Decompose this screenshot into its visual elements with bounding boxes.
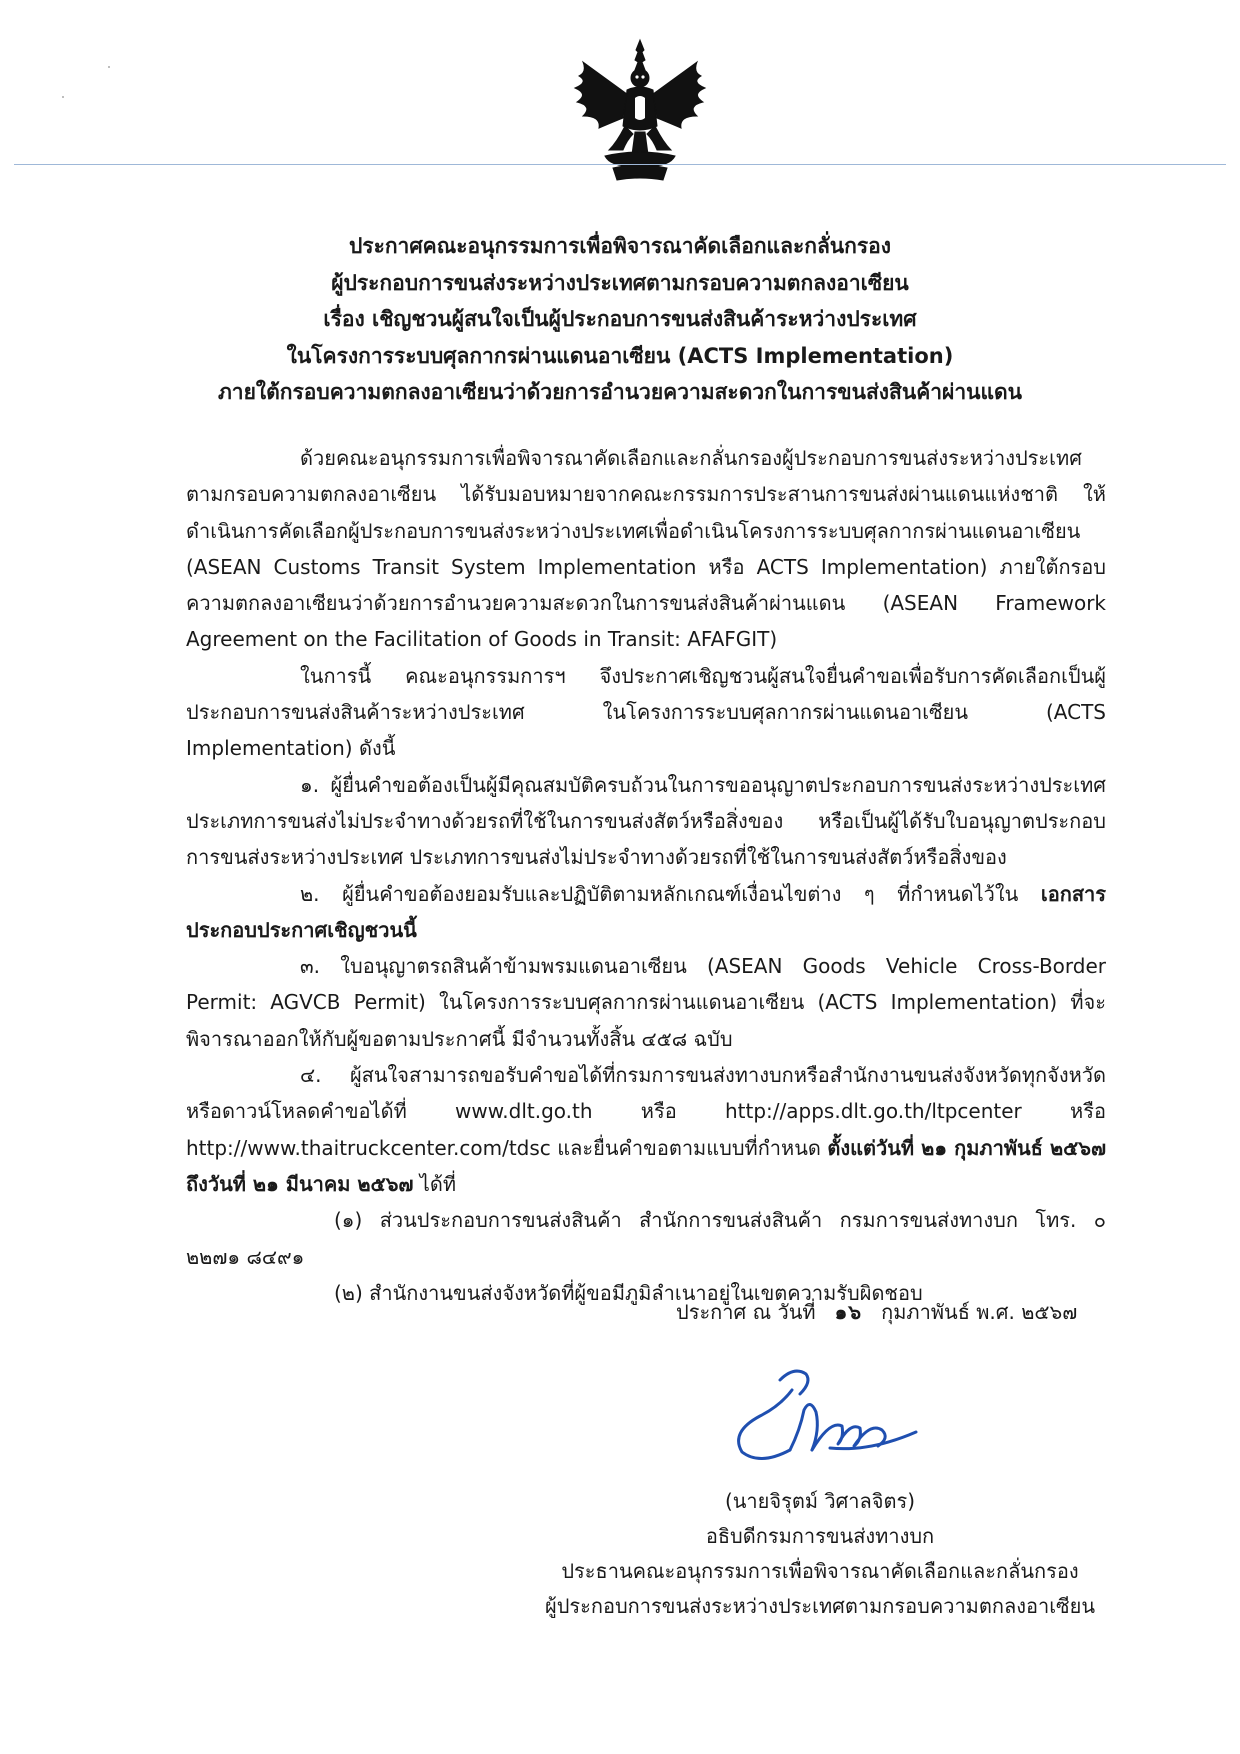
item-4-dates: ตั้งแต่วันที่ ๒๑ กุมภาพันธ์ ๒๕๖๗ ถึงวันที่ ๒๑ มีนาคม ๒๕๖๗ <box>186 1135 1107 1196</box>
paragraph-intro: ด้วยคณะอนุกรรมการเพื่อพิจารณาคัดเลือกและกลั่นกรองผู้ประกอบการขนส่งระหว่างประเทศตามกรอบความตกลงอาเซียน ได้รับมอบหมายจากคณะกรรมการประสานการขนส่งผ่านแดนแห่งชาติ ให้ดำเนินการคัดเลือกผู้ประกอบการขนส่งระหว่างประเทศเพื่อดำเนินโครงการระบบศุลกากรผ่านแดนอาเซียน (ASEAN Customs Transit System Implementation หรือ ACTS Implementation) ภายใต้กรอบความตกลงอาเซียนว่าด้วยการอำนวยความสะดวกในการขนส่งสินค้าผ่านแดน (ASEAN Framework Agreement on the Facilitation of Goods in Transit: AFAFGIT) <box>186 446 1106 652</box>
signatory-block <box>520 1484 1120 1624</box>
sub-item-1: (๑) ส่วนประกอบการขนส่งสินค้า สำนักการขนส่งสินค้า กรมการขนส่งทางบก โทร. ๐ ๒๒๗๑ ๘๔๙๑ <box>186 1208 1106 1269</box>
announcement-body <box>186 440 1106 1311</box>
sub-item-2: (๒) สำนักงานขนส่งจังหวัดที่ผู้ขอมีภูมิลำเนาอยู่ในเขตความรับผิดชอบ <box>334 1280 923 1305</box>
item-2 <box>186 876 1106 949</box>
garuda-emblem-icon <box>565 38 715 188</box>
title-line: ภายใต้กรอบความตกลงอาเซียนว่าด้วยการอำนวยความสะดวกในการขนส่งสินค้าผ่านแดน <box>217 380 1023 404</box>
paragraph-invitation: ในการนี้ คณะอนุกรรมการฯ จึงประกาศเชิญชวนผู้สนใจยื่นคำขอเพื่อรับการคัดเลือกเป็นผู้ประกอบการขนส่งสินค้าระหว่างประเทศ ในโครงการระบบศุลกากรผ่านแดนอาเซียน (ACTS Implementation) ดังนี้ <box>186 663 1106 761</box>
header-rule <box>14 164 1226 165</box>
scan-speck <box>108 66 110 68</box>
signatory-name: (นายจิรุตม์ วิศาลจิตร) <box>724 1489 916 1513</box>
title-line: ประกาศคณะอนุกรรมการเพื่อพิจารณาคัดเลือกและกลั่นกรอง <box>348 234 892 258</box>
handwritten-signature-icon <box>720 1360 920 1470</box>
scan-speck <box>62 96 64 98</box>
date-prefix: ประกาศ ณ วันที่ <box>676 1300 816 1324</box>
item-2-text: ๒. ผู้ยื่นคำขอต้องยอมรับและปฏิบัติตามหลักเกณฑ์เงื่อนไขต่าง ๆ ที่กำหนดไว้ใน <box>300 881 1019 906</box>
title-line: ผู้ประกอบการขนส่งระหว่างประเทศตามกรอบความตกลงอาเซียน <box>331 270 909 295</box>
date-day: ๑๖ <box>834 1300 863 1324</box>
item-4-text: ๔. ผู้สนใจสามารถขอรับคำขอได้ที่กรมการขนส่งทางบกหรือสำนักงานขนส่งจังหวัดทุกจังหวัดหรือดาวน์โหลดคำขอได้ที่ www.dlt.go.th หรือ http://apps.dlt.go.th/ltpcenter หรือ http://www.thaitruckcenter.com/tdsc และยื่นคำขอตามแบบที่กำหนด <box>186 1063 1106 1160</box>
title-line: ในโครงการระบบศุลกากรผ่านแดนอาเซียน (ACTS Implementation) <box>286 343 954 368</box>
item-1: ๑. ผู้ยื่นคำขอต้องเป็นผู้มีคุณสมบัติครบถ้วนในการขออนุญาตประกอบการขนส่งระหว่างประเทศ ประเภทการขนส่งไม่ประจำทางด้วยรถที่ใช้ในการขนส่งสัตว์หรือสิ่งของ หรือเป็นผู้ได้รับใบอนุญาตประกอบการขนส่งระหว่างประเทศ ประเภทการขนส่งไม่ประจำทางด้วยรถที่ใช้ในการขนส่งสัตว์หรือสิ่งของ <box>186 772 1106 870</box>
item-4-tail: ได้ที่ <box>419 1171 457 1196</box>
announcement-title <box>100 228 1140 411</box>
announcement-date <box>676 1296 1077 1328</box>
title-line: เรื่อง เชิญชวนผู้สนใจเป็นผู้ประกอบการขนส่งสินค้าระหว่างประเทศ <box>323 307 917 331</box>
item-4 <box>186 1057 1106 1202</box>
item-2-bold: เอกสารประกอบประกาศเชิญชวนนี้ <box>186 881 1107 942</box>
signatory-position: ผู้ประกอบการขนส่งระหว่างประเทศตามกรอบความตกลงอาเซียน <box>544 1594 1096 1618</box>
date-suffix: กุมภาพันธ์ พ.ศ. ๒๕๖๗ <box>881 1300 1078 1324</box>
signatory-position: อธิบดีกรมการขนส่งทางบก <box>705 1524 935 1548</box>
item-3: ๓. ใบอนุญาตรถสินค้าข้ามพรมแดนอาเซียน (ASEAN Goods Vehicle Cross-Border Permit: AGVCB Permit) ในโครงการระบบศุลกากรผ่านแดนอาเซียน (ACTS Implementation) ที่จะพิจารณาออกให้กับผู้ขอตามประกาศนี้ มีจำนวนทั้งสิ้น ๔๕๘ ฉบับ <box>186 954 1106 1051</box>
signatory-position: ประธานคณะอนุกรรมการเพื่อพิจารณาคัดเลือกและกลั่นกรอง <box>561 1559 1079 1583</box>
